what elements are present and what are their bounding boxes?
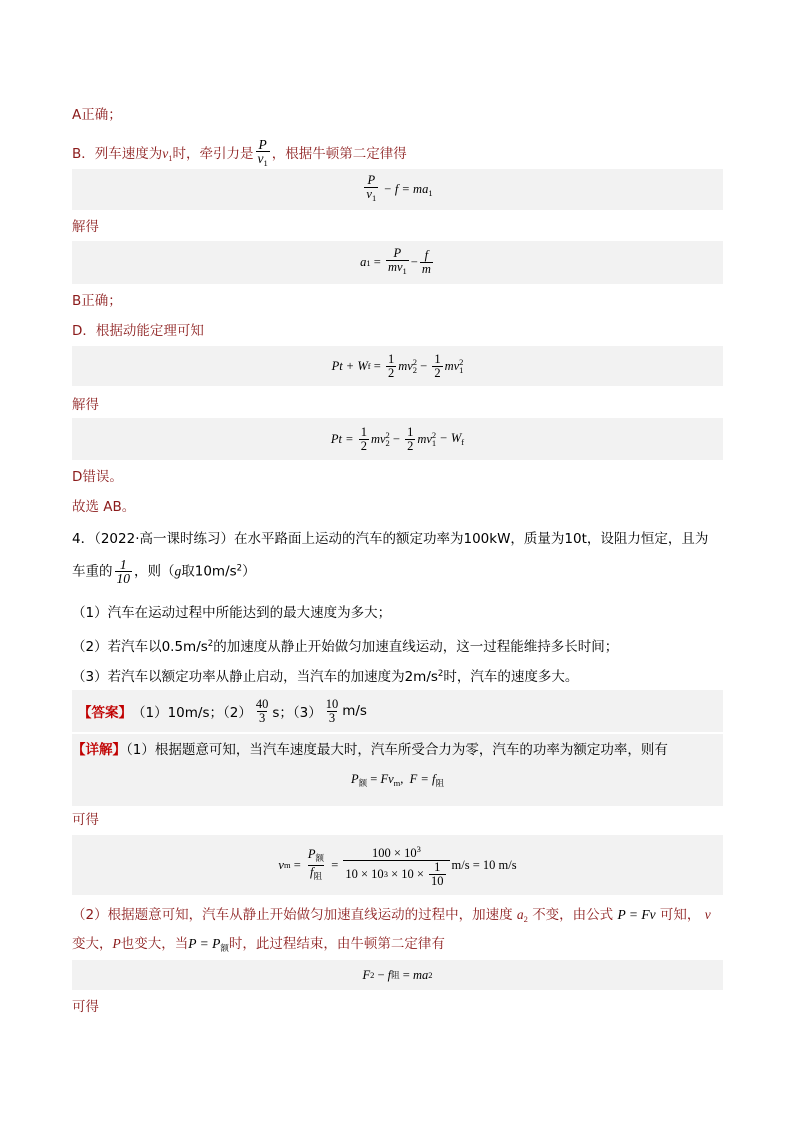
question-4-sub-3: （3）若汽车以额定功率从静止启动，当汽车的加速度为$2m/s^2$时，汽车的速度多大。 <box>72 669 579 685</box>
formula-box-newton-b: $\frac{P}{v_1}$ − $f = ma_1$ <box>72 169 723 210</box>
question-4-sub-1: （1）汽车在运动过程中所能达到的最大速度为多大； <box>72 605 392 621</box>
formula-box-kinetic-energy: Pt + W f = $\frac{1}{2}$ mv 2 2 − $\frac{1}{2}$ mv 2 1 <box>72 346 723 386</box>
detail-line-1: 【详解】（1）根据题意可知，当汽车速度最大时，汽车所受合力为零，汽车的功率为额定功率，则有 <box>72 742 668 758</box>
b-correct-line: B正确； <box>72 293 122 309</box>
formula-max-speed-condition: $P_额 = Fv_m$, $F = f_阻$ <box>351 772 444 788</box>
kede-line-1: 可得 <box>72 812 99 828</box>
detail-box <box>72 734 723 806</box>
choose-line: 故选 AB。 <box>72 499 136 515</box>
d-wrong-line: D错误。 <box>72 469 123 485</box>
one-tenth-fraction: $\frac{1}{10}$ <box>116 557 130 586</box>
formula-box-a1: a 1 = $\frac{P}{mv_1}$ − $\frac{f}{m}$ <box>72 241 723 284</box>
formula-box-pt: Pt = $\frac{1}{2}$ mv 2 2 − $\frac{1}{2}$ mv 2 1 − $W_f$ <box>72 418 723 460</box>
question-4-line-2: 车重的 $\frac{1}{10}$ ，则（g取$10m/s^2$） <box>72 557 256 586</box>
b-statement-line: B．列车速度为$v_1$时，牵引力是 $\frac{P}{v_1}$ ，根据牛顿第二定律得 <box>72 137 407 168</box>
d-statement-line: D．根据动能定理可知 <box>72 323 204 339</box>
part-2-line-2: 变大，P也变大，当$P = P_额$时，此过程结束，由牛顿第二定律有 <box>72 936 445 953</box>
jiede-line-1: 解得 <box>72 219 99 235</box>
question-4-line-1: 4．（2022·高一课时练习）在水平路面上运动的汽车的额定功率为100kW，质量为10t，设阻力恒定，且为 <box>72 531 709 547</box>
part-2-line-1: （2）根据题意可知，汽车从静止开始做匀加速直线运动的过程中，加速度 $a_2$ 不变，由公式 P = Fv 可知， v <box>72 907 711 924</box>
question-4-sub-2: （2）若汽车以$0.5m/s^2$的加速度从静止开始做匀加速直线运动，这一过程能维持多长时间； <box>72 639 619 655</box>
jiede-line-2: 解得 <box>72 397 99 413</box>
a-correct-line: A正确； <box>72 107 122 123</box>
formula-box-f2: F 2 − f 阻 = ma 2 <box>72 960 723 990</box>
kede-line-2: 可得 <box>72 999 99 1015</box>
p-over-v1-fraction: $\frac{P}{v_1}$ <box>257 137 268 168</box>
answer-box: 【答案】 （1）10m/s；（2） $\frac{40}{3}$ s；（3） $\frac{10}{3}$ m/s <box>72 690 723 732</box>
formula-box-vm: v m = $\frac{P_额}{f_阻}$ = $100 \times 10^3$ 10 × 10 3 × 10 × $\frac{1}{10}$ m/s = 10 m/s <box>72 835 723 895</box>
